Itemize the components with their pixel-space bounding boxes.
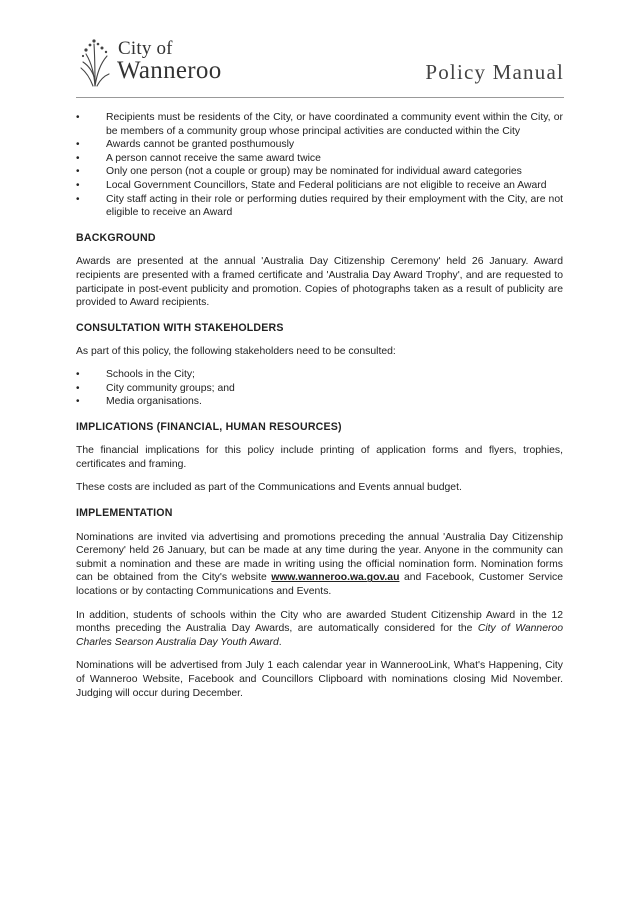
page-header: [76, 30, 564, 98]
budget-text: These costs are included as part of the Communications and Events annual budget.: [76, 482, 462, 494]
bullet-icon: •: [76, 368, 80, 380]
org-name: Wanneroo: [117, 57, 222, 84]
bullet-icon: •: [76, 193, 80, 205]
list-item: • City staff acting in their role or performing duties required by their employment with the City, are not eligible to receive an Award: [76, 193, 563, 219]
eligibility-list: [76, 111, 563, 220]
advertising-paragraph: Nominations will be advertised from July 1 each calendar year in WannerooLink, What's Happening, City of Wanneroo Website, Facebook and Councillors Clipboard with nominations closing Mid November. Judging will occur during December.: [76, 660, 563, 699]
consultation-heading: CONSULTATION WITH STAKEHOLDERS: [76, 321, 284, 334]
background-text: Awards are presented at the annual 'Australia Day Citizenship Ceremony' held 26 January. Award recipients are presented with a framed certificate and 'Australia Day Award Trophy', and are requested to participate in post-event publicity and promotion. Copies of photographs taken as a result of publicity are provided to Award recipients.: [76, 256, 563, 309]
bullet-icon: •: [76, 139, 80, 151]
list-item: • City community groups; and: [76, 382, 235, 394]
implications-text: The financial implications for this policy include printing of application forms and flyers, trophies, certificates and framing.: [76, 445, 563, 470]
header-divider: [76, 97, 564, 98]
consultation-intro: As part of this policy, the following stakeholders need to be consulted:: [76, 346, 396, 358]
implementation-heading: IMPLEMENTATION: [76, 507, 173, 520]
bullet-icon: •: [76, 396, 80, 408]
bullet-icon: •: [76, 382, 80, 394]
list-item: • Media organisations.: [76, 396, 202, 408]
list-item: • Recipients must be residents of the City, or have coordinated a community event within the City, or be members of a community group whose principal activities are conducted within the City: [76, 112, 563, 137]
background-heading: BACKGROUND: [76, 231, 156, 244]
list-item: • A person cannot receive the same award twice: [76, 152, 321, 164]
bullet-icon: •: [76, 166, 80, 178]
website-link[interactable]: www.wanneroo.wa.gov.au: [271, 572, 400, 584]
list-item: • Only one person (not a couple or group) may be nominated for individual award categories: [76, 166, 522, 178]
org-prefix: City of: [118, 38, 173, 59]
list-item: • Local Government Councillors, State and Federal politicians are not eligible to receive an Award: [76, 179, 547, 191]
student-award-paragraph: In addition, students of schools within the City who are awarded Student Citizenship Award in the 12 months preceding the Australia Day Awards, are automatically considered for the City of Wanneroo Charles Searson Australia Day Youth Award.: [76, 609, 563, 648]
bullet-icon: •: [76, 112, 80, 123]
policy-content: [76, 111, 563, 700]
document-title: Policy Manual: [425, 60, 564, 84]
youth-award-name: City of Wanneroo Charles Searson Australia Day Youth Award: [76, 623, 563, 648]
list-item: • Schools in the City;: [76, 368, 195, 380]
grass-tree-logo-icon: [80, 36, 110, 88]
bullet-icon: •: [76, 179, 80, 191]
stakeholder-list: [76, 368, 563, 409]
implications-heading: IMPLICATIONS (FINANCIAL, HUMAN RESOURCES): [76, 420, 342, 433]
nominations-paragraph: Nominations are invited via advertising and promotions preceding the annual 'Australia Day Citizenship Ceremony' held 26 January, but can be made at any time during the year. Anyone in the community can submit a nomination and these are made in writing using the official nomination form. Nomination forms can be obtained from the City's website www.wanneroo.wa.gov.au and Facebook, Customer Service locations or by contacting Communications and Events.: [76, 531, 564, 598]
bullet-icon: •: [76, 152, 80, 164]
list-item: • Awards cannot be granted posthumously: [76, 139, 295, 151]
